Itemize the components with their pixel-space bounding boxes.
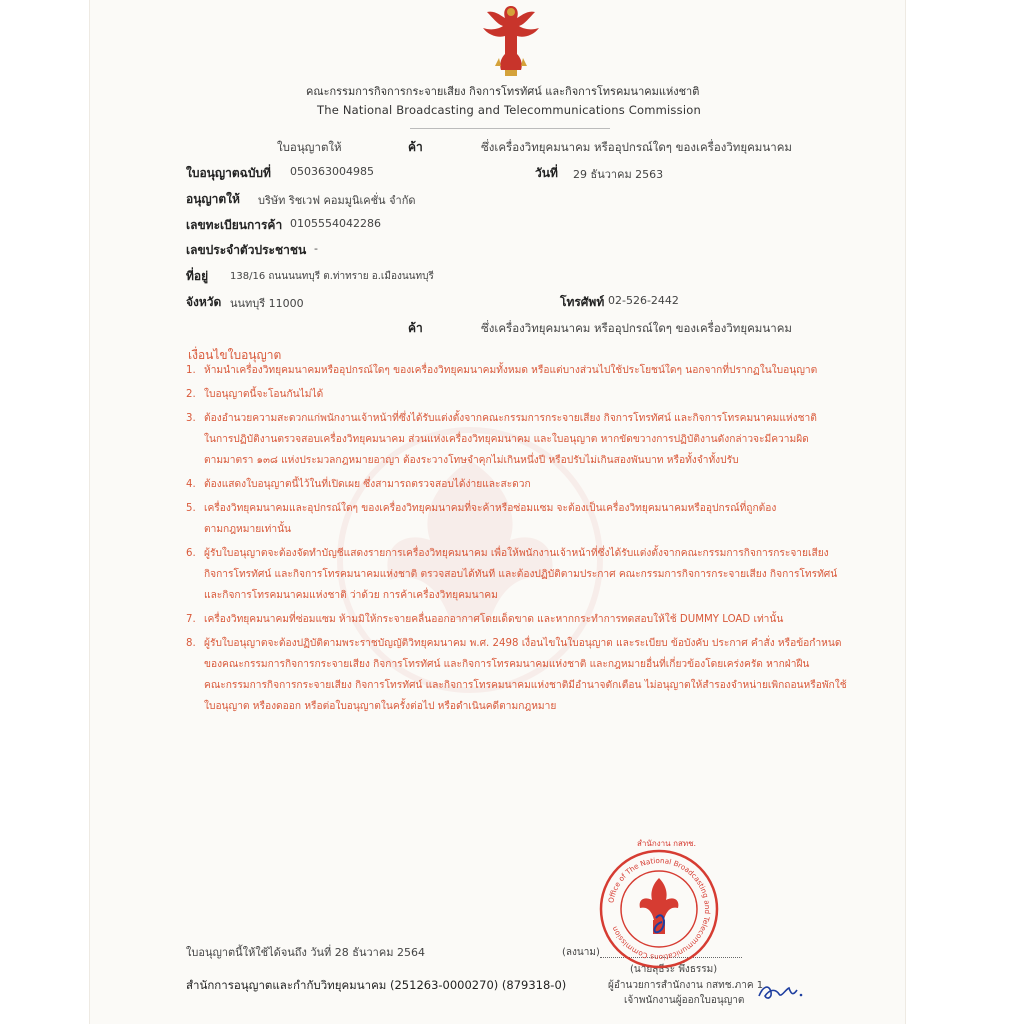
sign-label: (ลงนาม) [562, 947, 600, 958]
condition-item [186, 633, 866, 717]
citizen-id-value: - [314, 242, 318, 255]
conditions-list [186, 360, 866, 720]
trade-label-2: ค้า [408, 321, 423, 335]
initials-signature-icon [755, 978, 807, 1004]
validity-text: ใบอนุญาตนี้ให้ใช้ได้จนถึง วันที่ 28 ธันวาคม 2564 [186, 946, 425, 959]
condition-number: 2. [186, 389, 196, 400]
condition-text-line: ใบอนุญาต หรืองดออก หรือต่อใบอนุญาตในครั้งต่อไป หรือดำเนินคดีตามกฎหมาย [204, 701, 557, 712]
condition-text-line: คณะกรรมการกิจการกระจายเสียง กิจการโทรทัศน์ และกิจการโทรคมนาคมแห่งชาติมีอำนาจตักเตือน ไม่อนุญาตให้สำรองจำหน่ายเพิกถอนหรือพักใช้ [204, 680, 847, 691]
grantee-value: บริษัท ริชเวฟ คอมมูนิเคชั่น จำกัด [258, 194, 416, 207]
citizen-id-label: เลขประจำตัวประชาชน [186, 243, 307, 257]
grantee-label: อนุญาตให้ [186, 192, 240, 206]
stamp-ring-text: Office of The National Broadcasting and Telecommunications Commission [606, 855, 713, 963]
signer-title: ผู้อำนวยการสำนักงาน กสทช.ภาค 1 [608, 980, 764, 991]
phone-label: โทรศัพท์ [560, 295, 605, 309]
official-stamp-icon [598, 848, 720, 970]
condition-item [186, 384, 866, 405]
condition-item [186, 360, 866, 381]
address-label: ที่อยู่ [186, 269, 209, 283]
province-label: จังหวัด [186, 295, 222, 309]
condition-number: 1. [186, 365, 196, 376]
address-value: 138/16 ถนนนนทบุรี ต.ท่าทราย อ.เมืองนนทบุรี [230, 271, 434, 282]
condition-item [186, 498, 866, 540]
trade-value-2: ซึ่งเครื่องวิทยุคมนาคม หรืออุปกรณ์ใดๆ ของเครื่องวิทยุคมนาคม [481, 321, 792, 335]
condition-text-line: กิจการโทรทัศน์ และกิจการโทรคมนาคมแห่งชาติ ตรวจสอบได้ทันที และต้องปฏิบัติตามประกาศ คณะกรรมการกิจการกระจายเสียง กิจการโทรทัศน์ [204, 569, 838, 580]
trade-label: ค้า [408, 140, 423, 154]
license-title-prefix: ใบอนุญาตให้ [277, 140, 342, 154]
condition-number: 6. [186, 548, 196, 559]
license-number-label: ใบอนุญาตฉบับที่ [186, 166, 271, 180]
condition-text-line: และกิจการโทรคมนาคมแห่งชาติ ว่าด้วย การค้าเครื่องวิทยุคมนาคม [204, 590, 498, 601]
condition-text-line: ห้ามนำเครื่องวิทยุคมนาคมหรืออุปกรณ์ใดๆ ของเครื่องวิทยุคมนาคมทั้งหมด หรือแต่บางส่วนไปใช้ประโยชน์ใดๆ นอกจากที่ปรากฏในใบอนุญาต [204, 365, 818, 376]
condition-item [186, 609, 866, 630]
condition-text-line: เครื่องวิทยุคมนาคมและอุปกรณ์ใดๆ ของเครื่องวิทยุคมนาคมที่จะค้าหรือซ่อมแซม จะต้องเป็นเครื่องวิทยุคมนาคมหรืออุปกรณ์ที่ถูกต้อง [204, 503, 777, 514]
license-number-value: 050363004985 [290, 165, 374, 178]
condition-item [186, 474, 866, 495]
condition-text-line: ในการปฏิบัติงานตรวจสอบเครื่องวิทยุคมนาคม ส่วนแห่งเครื่องวิทยุคมนาคม และใบอนุญาต หากขัดขวางการปฏิบัติงานดังกล่าวจะมีความผิด [204, 434, 809, 445]
condition-number: 4. [186, 479, 196, 490]
condition-item [186, 543, 866, 606]
condition-text-line: ต้องอำนวยความสะดวกแก่พนักงานเจ้าหน้าที่ซึ่งได้รับแต่งตั้งจากคณะกรรมการกระจายเสียง กิจการโทรทัศน์ และกิจการโทรคมนาคมแห่งชาติ [204, 413, 817, 424]
condition-text-line: ผู้รับใบอนุญาตจะต้องจัดทำบัญชีแสดงรายการเครื่องวิทยุคมนาคม เพื่อให้พนักงานเจ้าหน้าที่ซึ่งได้รับแต่งตั้งจากคณะกรรมการกิจการกระจายเสียง [204, 548, 829, 559]
stamp-top-text: สำนักงาน กสทช. [637, 839, 697, 848]
trade-registration-value: 0105554042286 [290, 217, 381, 230]
header-divider [410, 128, 610, 129]
condition-item [186, 408, 866, 471]
condition-text-line: ตามกฎหมายเท่านั้น [204, 524, 292, 535]
garuda-crest-icon [475, 0, 547, 80]
condition-text-line: ต้องแสดงใบอนุญาตนี้ไว้ในที่เปิดเผย ซึ่งสามารถตรวจสอบได้ง่ายและสะดวก [204, 479, 531, 490]
trade-registration-label: เลขทะเบียนการค้า [186, 218, 283, 232]
condition-text-line: ของคณะกรรมการกิจการกระจายเสียง กิจการโทรทัศน์ และกิจการโทรคมนาคมแห่งชาติ และกฎหมายอื่นที่เกี่ยวข้องโดยเคร่งครัด หากฝ่าฝืน [204, 659, 810, 670]
signer-role: เจ้าพนักงานผู้ออกใบอนุญาต [624, 995, 745, 1006]
phone-value: 02-526-2442 [608, 294, 679, 307]
condition-number: 3. [186, 413, 196, 424]
conditions-title: เงื่อนไขใบอนุญาต [188, 348, 282, 362]
condition-number: 5. [186, 503, 196, 514]
condition-number: 7. [186, 614, 196, 625]
issuing-office: สำนักการอนุญาตและกำกับวิทยุคมนาคม (251263-0000270) (879318-0) [186, 978, 567, 992]
condition-text-line: ตามมาตรา ๑๓๘ แห่งประมวลกฎหมายอาญา ต้องระวางโทษจำคุกไม่เกินหนึ่งปี หรือปรับไม่เกินสองพันบาท หรือทั้งจำทั้งปรับ [204, 455, 739, 466]
condition-text-line: ผู้รับใบอนุญาตจะต้องปฏิบัติตามพระราชบัญญัติวิทยุคมนาคม พ.ศ. 2498 เงื่อนไขในใบอนุญาต และระเบียบ ข้อบังคับ ประกาศ คำสั่ง หรือข้อกำหนด [204, 638, 842, 649]
condition-text-line: เครื่องวิทยุคมนาคมที่ซ่อมแซม ห้ามมิให้กระจายคลื่นออกอากาศโดยเด็ดขาด และหากกระทำการทดสอบให้ใช้ DUMMY LOAD เท่านั้น [204, 614, 784, 625]
condition-text-line: ใบอนุญาตนี้จะโอนกันไม่ได้ [204, 389, 324, 400]
commission-name-en: The National Broadcasting and Telecommunications Commission [317, 103, 701, 117]
issue-date-label: วันที่ [535, 166, 558, 180]
commission-name-th: คณะกรรมการกิจการกระจายเสียง กิจการโทรทัศน์ และกิจการโทรคมนาคมแห่งชาติ [306, 85, 700, 98]
condition-number: 8. [186, 638, 196, 649]
signer-name: (นายสุธีระ พึ่งธรรม) [630, 964, 718, 975]
province-value: นนทบุรี 11000 [230, 297, 304, 310]
issue-date-value: 29 ธันวาคม 2563 [573, 168, 664, 181]
trade-value: ซึ่งเครื่องวิทยุคมนาคม หรืออุปกรณ์ใดๆ ของเครื่องวิทยุคมนาคม [481, 140, 792, 154]
